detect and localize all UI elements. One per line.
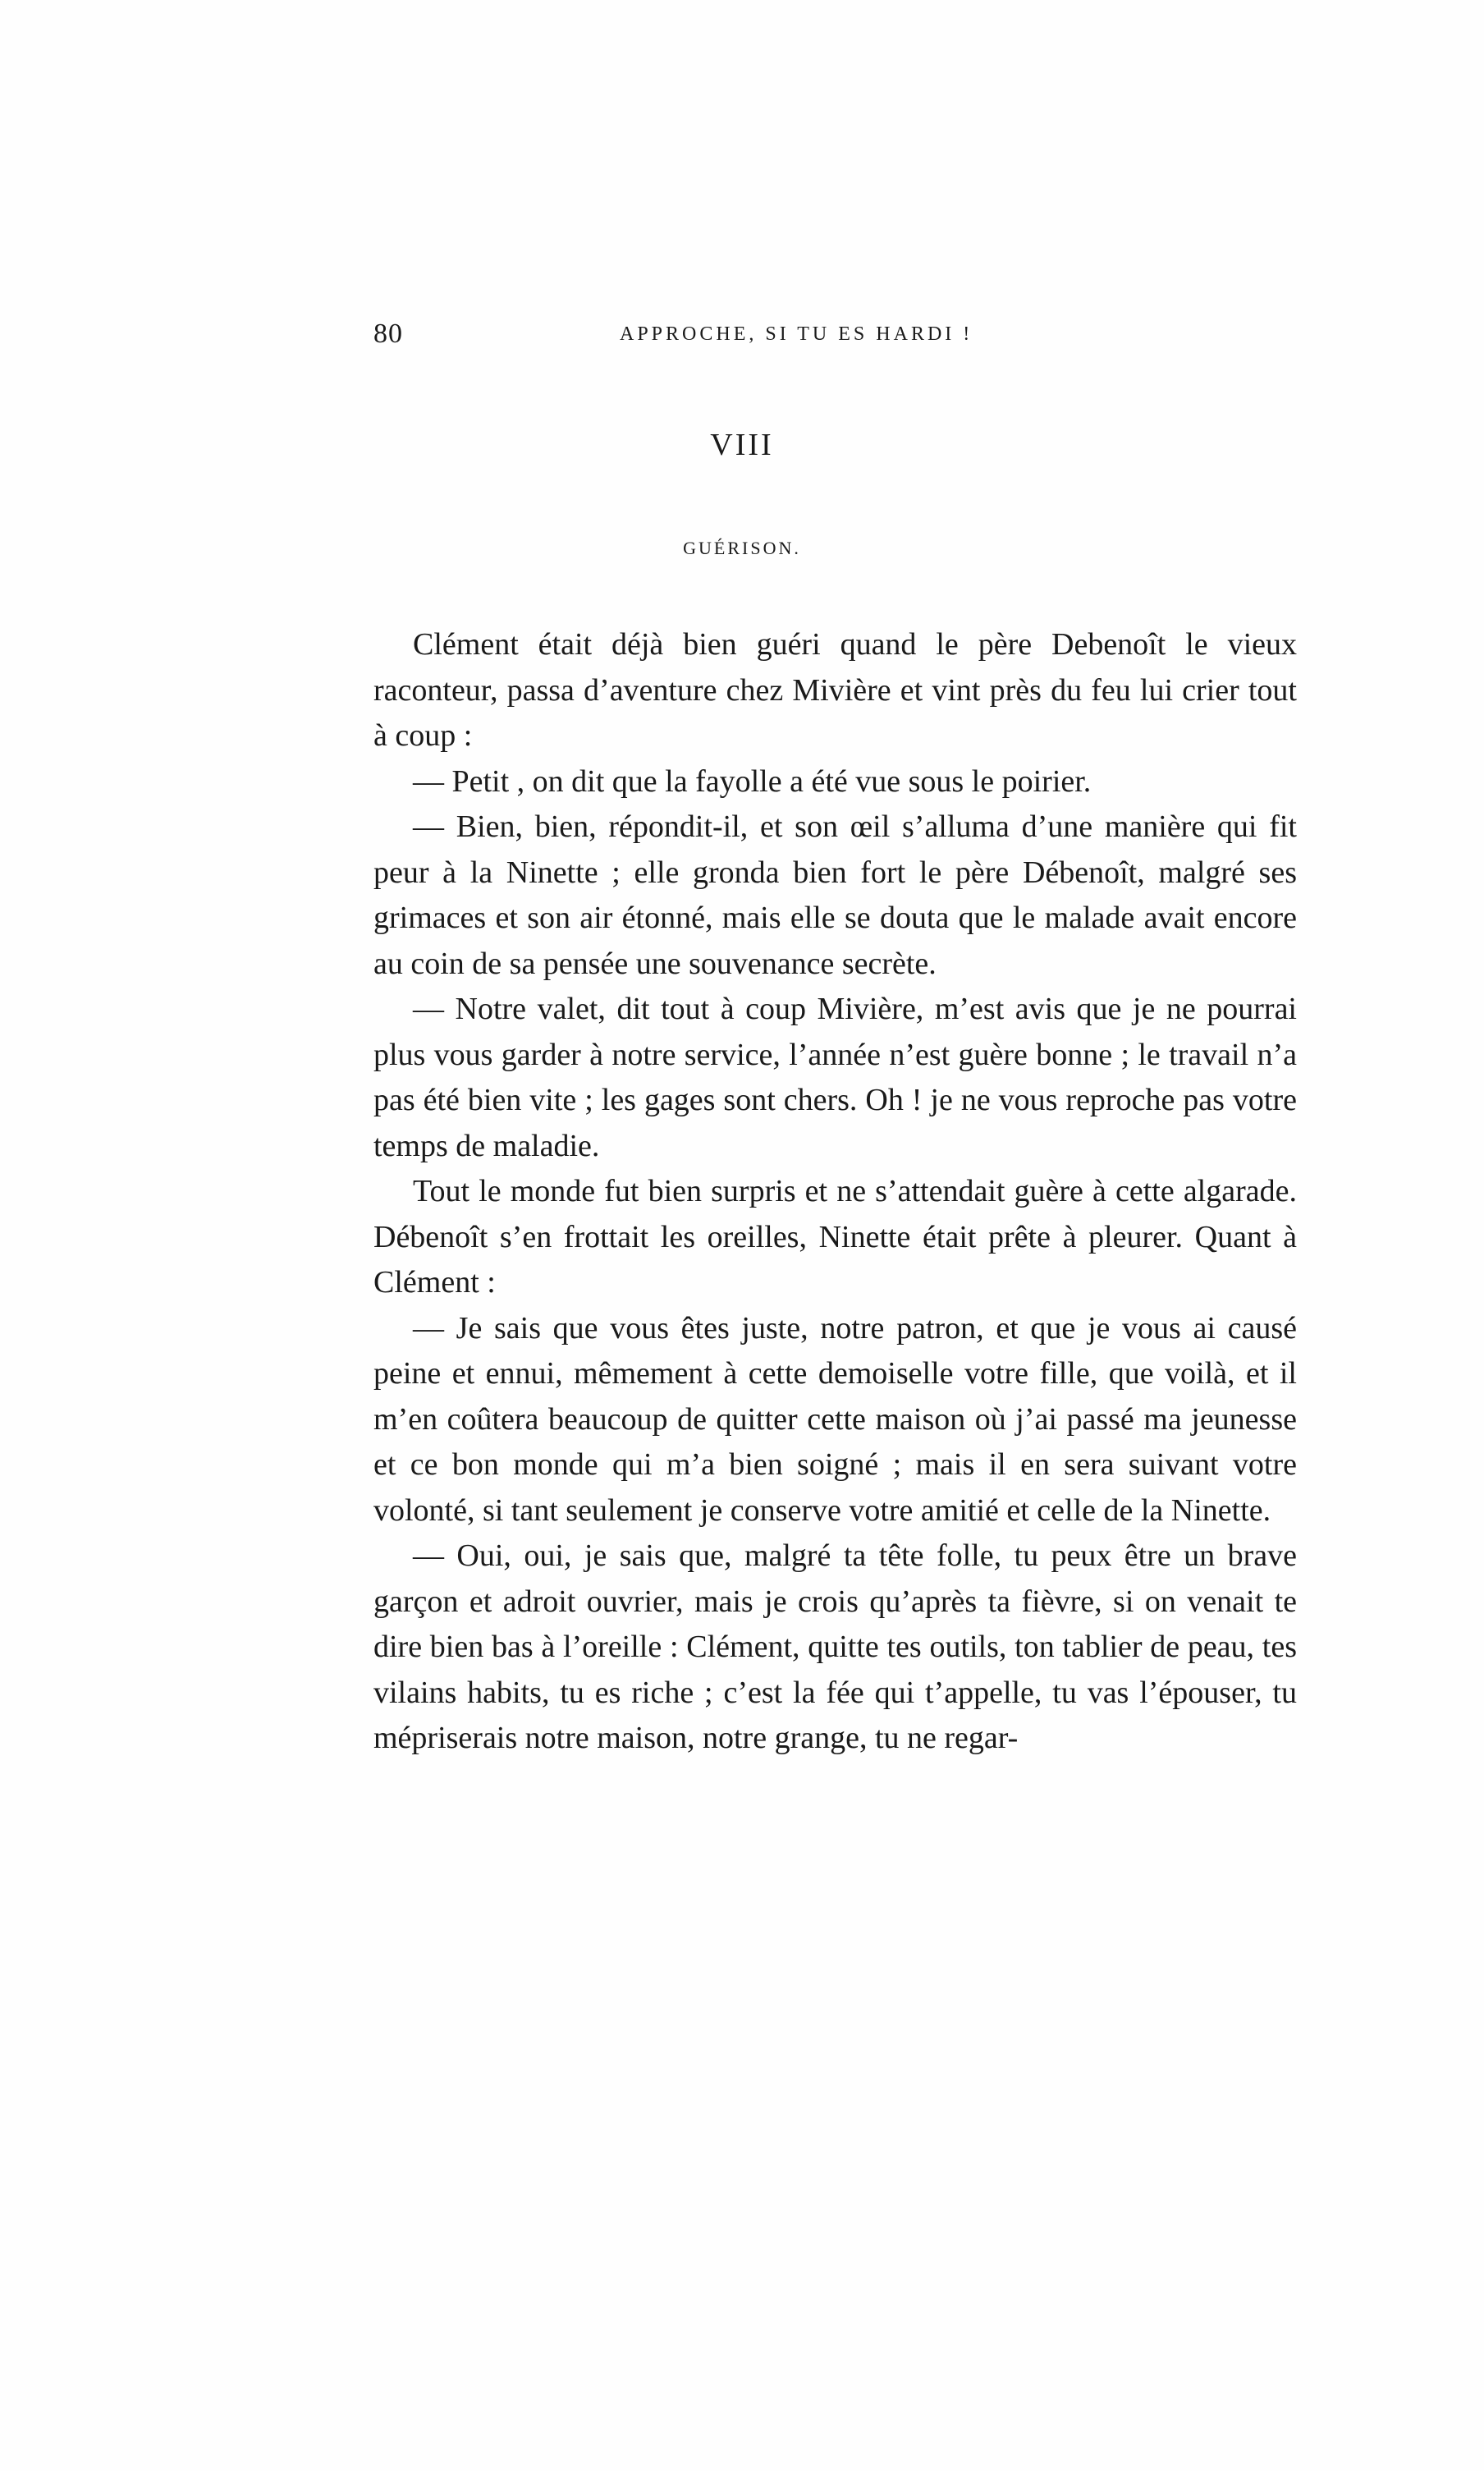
paragraph: Tout le monde fut bien surpris et ne s’attendait guère à cette algarade. Débenoît s’en frottait les oreilles, Ninette était prête à pleurer. Quant à Clément : bbox=[373, 1174, 1297, 1300]
chapter-number: VIII bbox=[710, 428, 774, 462]
paragraph: — Bien, bien, répondit-il, et son œil s’alluma d’une manière qui fit peur à la Ninette ; elle gronda bien fort le père Débenoît, malgré ses grimaces et son air étonné, mais elle se douta que le malade avait encore au coin de sa pensée une souvenance secrète. bbox=[373, 809, 1297, 981]
paragraph: — Petit , on dit que la fayolle a été vue sous le poirier. bbox=[413, 763, 1092, 799]
running-head bbox=[373, 319, 1030, 360]
chapter-title: GUÉRISON. bbox=[683, 538, 801, 558]
paragraph: — Oui, oui, je sais que, malgré ta tête folle, tu peux être un brave garçon et adroit ouvrier, mais je crois qu’après ta fièvre, si on venait te dire bien bas à l’oreille : Clément, quitte tes outils, ton tablier de peau, tes vilains habits, tu es riche ; c’est la fée qui t’appelle, tu vas l’épouser, tu mépriserais notre maison, notre grange, tu ne regar- bbox=[373, 1538, 1297, 1755]
paragraph: — Notre valet, dit tout à coup Mivière, m’est avis que je ne pourrai plus vous garder à notre service, l’année n’est guère bonne ; le travail n’a pas été bien vite ; les gages sont chers. Oh ! je ne vous reproche pas votre temps de maladie. bbox=[373, 992, 1297, 1163]
running-title: APPROCHE, SI TU ES HARDI ! bbox=[620, 323, 973, 345]
paragraph: Clément était déjà bien guéri quand le père Debenoît le vieux raconteur, passa d’aventure chez Mivière et vint près du feu lui crier tout à coup : bbox=[373, 627, 1297, 753]
body-text bbox=[373, 622, 1297, 1762]
paragraph: — Je sais que vous êtes juste, notre patron, et que je vous ai causé peine et ennui, mêmement à cette demoiselle votre fille, que voilà, et il m’en coûtera beaucoup de quitter cette maison où j’ai passé ma jeunesse et ce bon monde qui m’a bien soigné ; mais il en sera suivant votre volonté, si tant seulement je conserve votre amitié et celle de la Ninette. bbox=[373, 1310, 1297, 1528]
page-number: 80 bbox=[373, 319, 403, 349]
